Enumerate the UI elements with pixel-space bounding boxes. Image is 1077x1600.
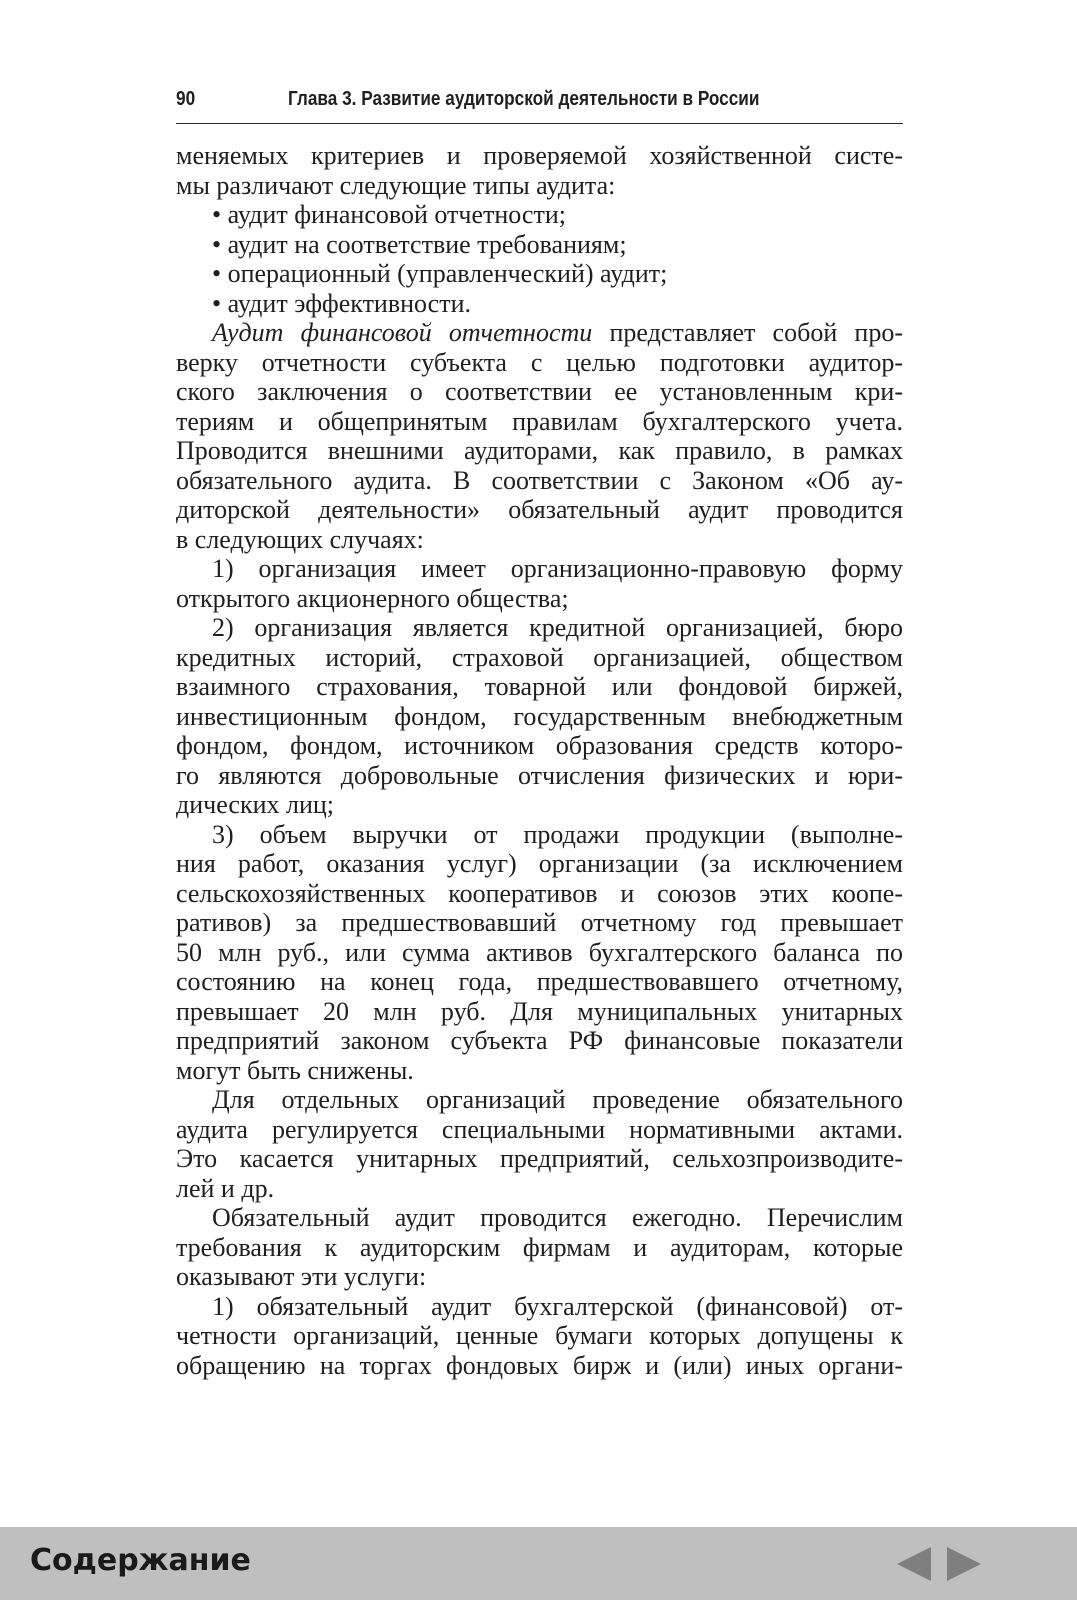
text-line — [176, 790, 903, 820]
line-text: превышает 20 млн руб. Для муниципальных унитарных — [176, 996, 903, 1026]
text-line — [176, 731, 903, 761]
navigation-bar — [0, 1527, 1077, 1600]
text-line — [176, 525, 903, 555]
line-text: Для отдельных организаций проведение обязательного — [212, 1085, 903, 1114]
text-line — [176, 289, 903, 319]
line-text: 1) обязательный аудит бухгалтерской (финансовой) от- — [212, 1291, 903, 1321]
line-text: 2) организация является кредитной организацией, бюро — [212, 613, 903, 642]
line-text: обязательного аудита. В соответствии с Законом «Об ау- — [176, 465, 903, 495]
page-number: 90 — [176, 88, 196, 110]
line-text: кредитных историй, страховой организацией, обществом — [176, 642, 903, 672]
text-line — [176, 1321, 903, 1351]
text-line — [176, 1233, 903, 1263]
line-text: 1) организация имеет организационно-правовую форму — [212, 554, 903, 583]
line-text: взаимного страхования, товарной или фондовой биржей, — [176, 672, 903, 701]
text-line — [176, 141, 903, 171]
contents-link[interactable]: Содержание — [30, 1543, 251, 1578]
text-line — [176, 348, 903, 378]
text-line — [176, 466, 903, 496]
text-line — [176, 672, 903, 702]
text-line — [176, 1026, 903, 1056]
line-text: • операционный (управленческий) аудит; — [212, 259, 668, 288]
text-line — [176, 1174, 903, 1204]
text-line — [176, 938, 903, 968]
text-line — [176, 761, 903, 791]
line-text: 3) объем выручки от продажи продукции (выполне- — [212, 819, 903, 849]
text-line — [176, 643, 903, 673]
text-line — [176, 554, 903, 584]
text-line — [176, 318, 903, 348]
line-text: могут быть снижены. — [176, 1055, 414, 1085]
line-text: • аудит эффективности. — [212, 288, 471, 318]
text-line — [176, 1085, 903, 1115]
text-line — [176, 1144, 903, 1174]
text-line — [176, 997, 903, 1027]
line-text: лей и др. — [176, 1173, 275, 1203]
text-line — [176, 908, 903, 938]
text-line — [176, 259, 903, 289]
text-line — [176, 200, 903, 230]
line-text: • аудит финансовой отчетности; — [212, 200, 566, 229]
text-line — [176, 820, 903, 850]
line-text: сельскохозяйственных кооперативов и союзов этих коопе- — [176, 878, 903, 908]
line-text: мы различают следующие типы аудита: — [176, 170, 616, 200]
line-text: 50 млн руб., или сумма активов бухгалтерского баланса по — [176, 937, 903, 967]
text-line — [176, 849, 903, 879]
text-line — [176, 702, 903, 732]
text-line — [176, 1203, 903, 1233]
italic-term: Аудит финансовой отчетности — [212, 318, 593, 347]
line-text: фондом, фондом, источником образования средств которо- — [176, 731, 903, 760]
line-text: четности организаций, ценные бумаги которых допущены к — [176, 1321, 903, 1350]
text-line — [176, 584, 903, 614]
line-text: оказывают эти услуги: — [176, 1262, 427, 1291]
line-text: ского заключения о соответствии ее установленным кри- — [176, 377, 903, 406]
line-text: верку отчетности субъекта с целью подготовки аудитор- — [176, 347, 903, 377]
text-line — [176, 1056, 903, 1086]
text-line — [176, 1115, 903, 1145]
line-text: инвестиционным фондом, государственным внебюджетным — [176, 701, 903, 731]
text-line — [176, 1351, 903, 1381]
line-text: • аудит на соответствие требованиям; — [212, 229, 627, 259]
line-text: Это касается унитарных предприятий, сельхозпроизводите- — [176, 1144, 903, 1173]
line-text: диторской деятельности» обязательный аудит проводится — [176, 495, 903, 524]
line-text: предприятий законом субъекта РФ финансовые показатели — [176, 1026, 903, 1055]
line-text: представляет собой про- — [592, 318, 904, 347]
text-line — [176, 613, 903, 643]
running-title: Глава 3. Развитие аудиторской деятельности в России — [288, 88, 760, 110]
body-text — [176, 141, 903, 1380]
line-text: меняемых критериев и проверяемой хозяйственной систе- — [176, 141, 903, 170]
text-line — [176, 1292, 903, 1322]
text-line — [176, 1262, 903, 1292]
line-text: обращению на торгах фондовых бирж и (или) иных органи- — [176, 1350, 903, 1380]
line-text: дических лиц; — [176, 790, 335, 819]
page-header — [176, 88, 903, 124]
triangle-left-icon[interactable] — [895, 1545, 933, 1583]
line-text: аудита регулируется специальными нормативными актами. — [176, 1114, 903, 1144]
line-text: териям и общепринятым правилам бухгалтерского учета. — [176, 406, 903, 436]
line-text: требования к аудиторским фирмам и аудиторам, которые — [176, 1232, 903, 1262]
text-line — [176, 879, 903, 909]
text-line — [176, 230, 903, 260]
text-line — [176, 495, 903, 525]
text-line — [176, 967, 903, 997]
line-text: состоянию на конец года, предшествовавшего отчетному, — [176, 967, 903, 996]
text-line — [176, 171, 903, 201]
triangle-right-icon[interactable] — [945, 1545, 983, 1583]
text-line — [176, 377, 903, 407]
line-text: открытого акционерного общества; — [176, 583, 569, 613]
header-divider — [176, 123, 903, 124]
line-text: Проводится внешними аудиторами, как правило, в рамках — [176, 436, 903, 465]
text-line — [176, 407, 903, 437]
line-text: Обязательный аудит проводится ежегодно. Перечислим — [212, 1203, 903, 1232]
text-line — [176, 436, 903, 466]
line-text: ративов) за предшествовавший отчетному год превышает — [176, 908, 903, 937]
line-text: в следующих случаях: — [176, 524, 424, 554]
line-text: го являются добровольные отчисления физических и юри- — [176, 760, 903, 790]
line-text: ния работ, оказания услуг) организации (за исключением — [176, 849, 903, 878]
